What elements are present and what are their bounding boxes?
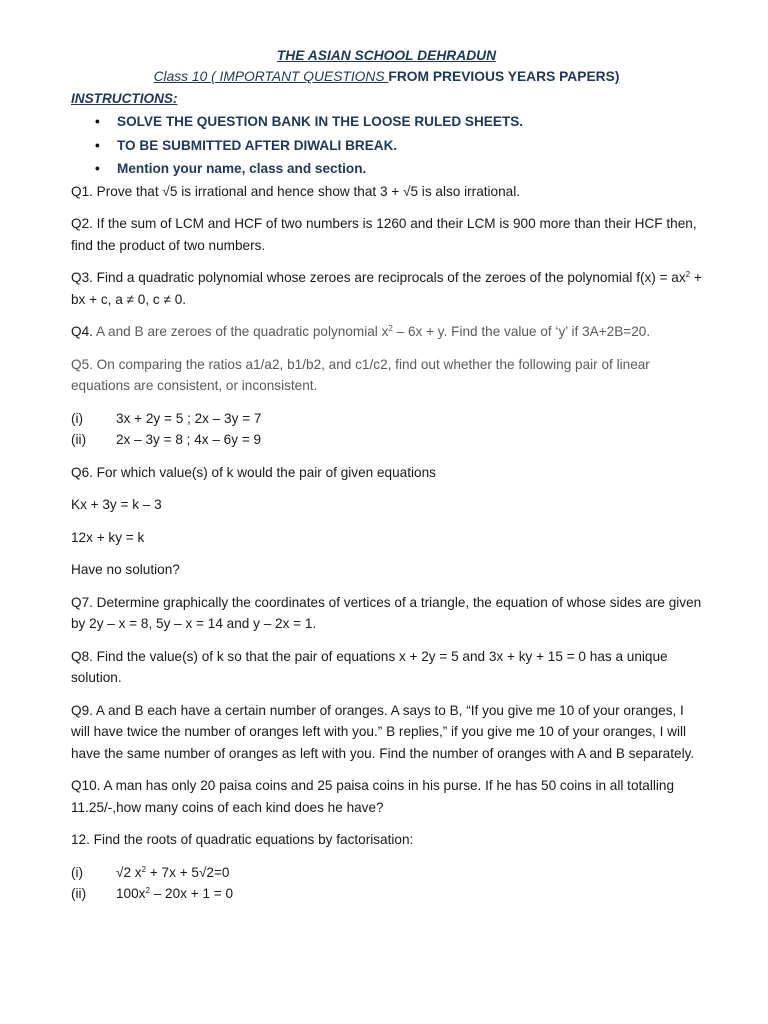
exponent: 2: [141, 864, 147, 874]
question-2: Q2. If the sum of LCM and HCF of two numbers is 1260 and their LCM is 900 more than their HCF then, find the product of two numbers.: [71, 216, 697, 253]
question-6-end: Have no solution?: [71, 562, 180, 577]
question-3-text-a: Q3. Find a quadratic polynomial whose zeroes are reciprocals of the zeroes of the polynomial f(x) = ax: [71, 270, 686, 285]
question-6-equation-1: Kx + 3y = k – 3: [71, 497, 162, 512]
exponent: 2: [388, 324, 393, 333]
question-12: 12. Find the roots of quadratic equations by factorisation:: [71, 832, 414, 847]
question-9: Q9. A and B each have a certain number of oranges. A says to B, “If you give me 10 of your oranges, I will have twice the number of oranges left with you.” B replies,” if you give me 10 of your oranges, I will have the same number of oranges as left with you. Find the number of oranges with A and B separately.: [71, 702, 695, 761]
class-subtitle: [71, 66, 702, 88]
question-6: Q6. For which value(s) of k would the pair of given equations: [71, 464, 436, 480]
class-subtitle-part3: ): [614, 69, 620, 84]
sub-item-number: (ii): [71, 886, 87, 901]
sub-item-text-a: √2 x: [116, 864, 142, 880]
sub-item: [71, 429, 702, 451]
sub-item-number: (i): [71, 864, 84, 880]
sub-item-text: [116, 883, 233, 905]
question-3-text-b: + bx + c, a ≠ 0, c ≠ 0.: [71, 270, 702, 307]
instruction-item: • TO BE SUBMITTED AFTER DIWALI BREAK.: [117, 134, 702, 158]
sub-item-text: 2x – 3y = 8 ; 4x – 6y = 9: [116, 432, 262, 447]
instruction-item: • Mention your name, class and section.: [117, 157, 702, 181]
exponent: 2: [145, 886, 150, 895]
question-1: Q1. Prove that √5 is irrational and hence show that 3 + √5 is also irrational.: [71, 183, 521, 199]
class-subtitle-part2: FROM PREVIOUS YEARS PAPERS: [388, 69, 615, 84]
sub-item-text-a: 100x: [116, 886, 146, 901]
question-5: Q5. On comparing the ratios a1/a2, b1/b2, and c1/c2, find out whether the following pair of linear equations are consistent, or inconsistent.: [71, 356, 650, 393]
question-6-equation-2: 12x + ky = k: [71, 529, 145, 545]
question-4: [71, 321, 702, 343]
sub-item: [71, 862, 702, 884]
sub-item-text: [116, 862, 229, 884]
question-4-text-a: A and B are zeroes of the quadratic polynomial x: [95, 324, 389, 339]
question-7: Q7. Determine graphically the coordinates of vertices of a triangle, the equation of whose sides are given by 2y – x = 8, 5y – x = 14 and y – 2x = 1.: [71, 594, 702, 631]
question-3: [71, 267, 702, 310]
question-4-label: Q4.: [71, 324, 96, 339]
sub-item-text-b: – 20x + 1 = 0: [149, 886, 234, 901]
instruction-item: • SOLVE THE QUESTION BANK IN THE LOOSE RULED SHEETS.: [117, 110, 702, 134]
instructions-heading: INSTRUCTIONS:: [71, 91, 178, 106]
sub-item: [71, 883, 702, 905]
question-8: Q8. Find the value(s) of k so that the pair of equations x + 2y = 5 and 3x + ky + 15 = 0 has a unique solution.: [71, 648, 668, 685]
question-4-text-b: – 6x + y. Find the value of ‘y’ if 3A+2B=20.: [392, 324, 651, 339]
sub-item: [71, 408, 702, 430]
class-subtitle-part1: Class 10 ( IMPORTANT QUESTIONS: [153, 69, 389, 84]
school-title: THE ASIAN SCHOOL DEHRADUN: [276, 48, 497, 63]
sub-item-text-b: + 7x + 5√2=0: [146, 864, 230, 880]
sub-item-number: (ii): [71, 432, 87, 447]
exponent: 2: [685, 270, 691, 279]
sub-item-number: (i): [71, 410, 84, 426]
instructions-list: [71, 110, 702, 181]
question-10: Q10. A man has only 20 paisa coins and 25 paisa coins in his purse. If he has 50 coins in all totalling 11.25/-,how many coins of each kind does he have?: [71, 778, 675, 815]
sub-item-text: 3x + 2y = 5 ; 2x – 3y = 7: [116, 410, 262, 426]
